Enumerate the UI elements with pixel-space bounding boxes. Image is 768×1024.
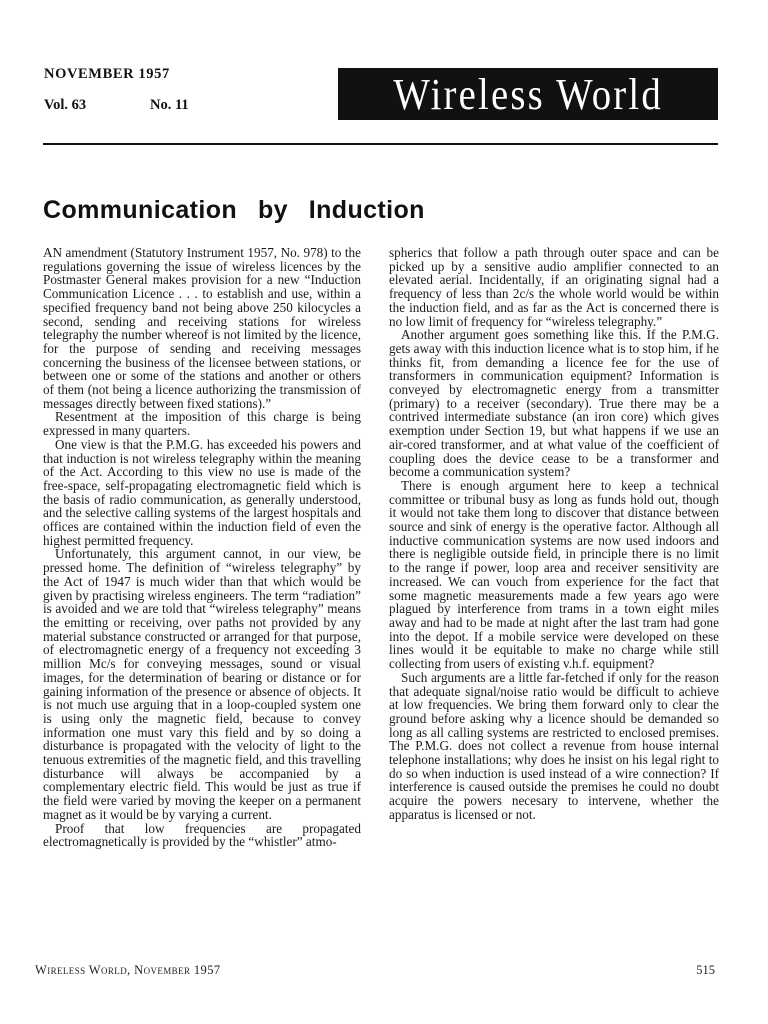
volume-row xyxy=(44,97,189,114)
article-column-right xyxy=(389,246,719,952)
paragraph: spherics that follow a path through outer space and can be picked up by a sensitive audio amplifier connected to an elevated aerial. Incidentally, if an originating signal had a frequency of less than 2c/s the whole world would be within the induction field, and as far as the Act is concerned there is no low limit of frequency for “wireless telegraphy.” xyxy=(389,246,719,329)
running-footer: Wireless World, November 1957 xyxy=(35,963,221,977)
issue-number: No. 11 xyxy=(150,97,189,113)
paragraph: Another argument goes something like this. If the P.M.G. gets away with this induction licence what is to stop him, if he thinks fit, from demanding a licence fee for the use of transformers in communication equipment? Information is conveyed by electromagnetic energy from a transmitter (primary) to a receiver (secondary). True there may be a contrived intermediate substance (an iron core) which gives exemption under Section 19, but what happens if we use an air-cored transformer, and at what value of the coefficient of coupling does the device cease to be a transformer and become a communication system? xyxy=(389,327,719,480)
paragraph: Resentment at the imposition of this charge is being expressed in many quarters. xyxy=(43,409,361,439)
issue-info xyxy=(44,66,189,114)
paragraph: AN amendment (Statutory Instrument 1957, No. 978) to the regulations governing the issue of wireless licences by the Postmaster General makes provision for a new “Induction Communication Licence . . . to establish and use, within a specified frequency band not being above 250 kilocycles a second, sending and receiving stations for wireless telegraphy the number whereof is not limited by the licence, for the purpose of sending and receiving messages concerning the business of the licensee between stations, or between one or some of the stations and another or others of them (not being a licence authorizing the transmission of messages directly between fixed stations).” xyxy=(43,246,361,411)
volume-number: Vol. 63 xyxy=(44,97,87,113)
issue-date: NOVEMBER 1957 xyxy=(44,66,170,82)
paragraph: Proof that low frequencies are propagated electromagnetically is provided by the “whistler” atmo- xyxy=(43,820,361,850)
page-number: 515 xyxy=(696,963,715,977)
paragraph: Such arguments are a little far-fetched if only for the reason that adequate signal/noise ratio would be difficult to achieve at low frequencies. We bring them forward only to clear the ground before asking why a licence should be demanded so long as all calling systems are restricted to enclosed premises. The P.M.G. does not collect a revenue from house internal telephone installations; why does he insist on his legal right to do so when induction is used instead of a wire connection? If interference is caused outside the premises he could no doubt acquire the powers necesary to intervene, whether the apparatus is licensed or not. xyxy=(389,669,719,822)
paragraph: One view is that the P.M.G. has exceeded his powers and that induction is not wireless telegraphy within the meaning of the Act. According to this view no use is made of the free-space, self-propagating electromagnetic field which is the basis of radio communication, as generally understood, and the selective calling systems of the largest hospitals and offices are contained within the induction field of even the highest permitted frequency. xyxy=(43,436,361,548)
paragraph: There is enough argument here to keep a technical committee or tribunal busy as long as funds hold out, though it would not take them long to discover that distance between source and sink of energy is the operative factor. Although all inductive communication systems are now used indoors and there is negligible outside field, in principle there is no limit to the range if power, loop area and receiver sensitivity are increased. We can vouch from experience for the fact that some magnetic measurements made a few years ago were plagued by interference from trams in a town eight miles away and had to be made at night after the last tram had gone into the depot. If a mobile service were developed on these lines would it be equitable to make no charge while still collecting from users of existing v.h.f. equipment? xyxy=(389,477,719,672)
masthead-title: Wireless World xyxy=(393,69,663,119)
header-divider xyxy=(43,143,718,145)
headline-word-1: Communication xyxy=(43,196,238,224)
paragraph: Unfortunately, this argument cannot, in our view, be pressed home. The definition of “wireless telegraphy” by the Act of 1947 is much wider than that which would be given by practising wireless engineers. The term “radiation” is avoided and we are told that “wireless telegraphy” means the emitting or receiving, over paths not provided by any material substance constructed or arranged for that purpose, of electromagnetic energy of a frequency not exceeding 3 million Mc/s for conveying messages, sound or visual images, for the determination of bearing or distance or for gaining information of the presence or absence of objects. It is not much use arguing that in a loop-coupled system one is using only the magnetic field, because to convey information one must vary this field and by so doing a disturbance is propagated with the velocity of light to the tenuous extremities of the magnetic field, and this travelling disturbance will always be accompanied by a complementary electric field. This would be just as true if the field were varied by moving the keeper on a permanent magnet as it would be by varying a current. xyxy=(43,546,361,822)
article-headline xyxy=(43,196,425,225)
headline-word-3: Induction xyxy=(308,196,425,224)
article-column-left xyxy=(43,246,361,952)
masthead-logo xyxy=(338,68,718,120)
headline-word-2: by xyxy=(257,196,288,224)
